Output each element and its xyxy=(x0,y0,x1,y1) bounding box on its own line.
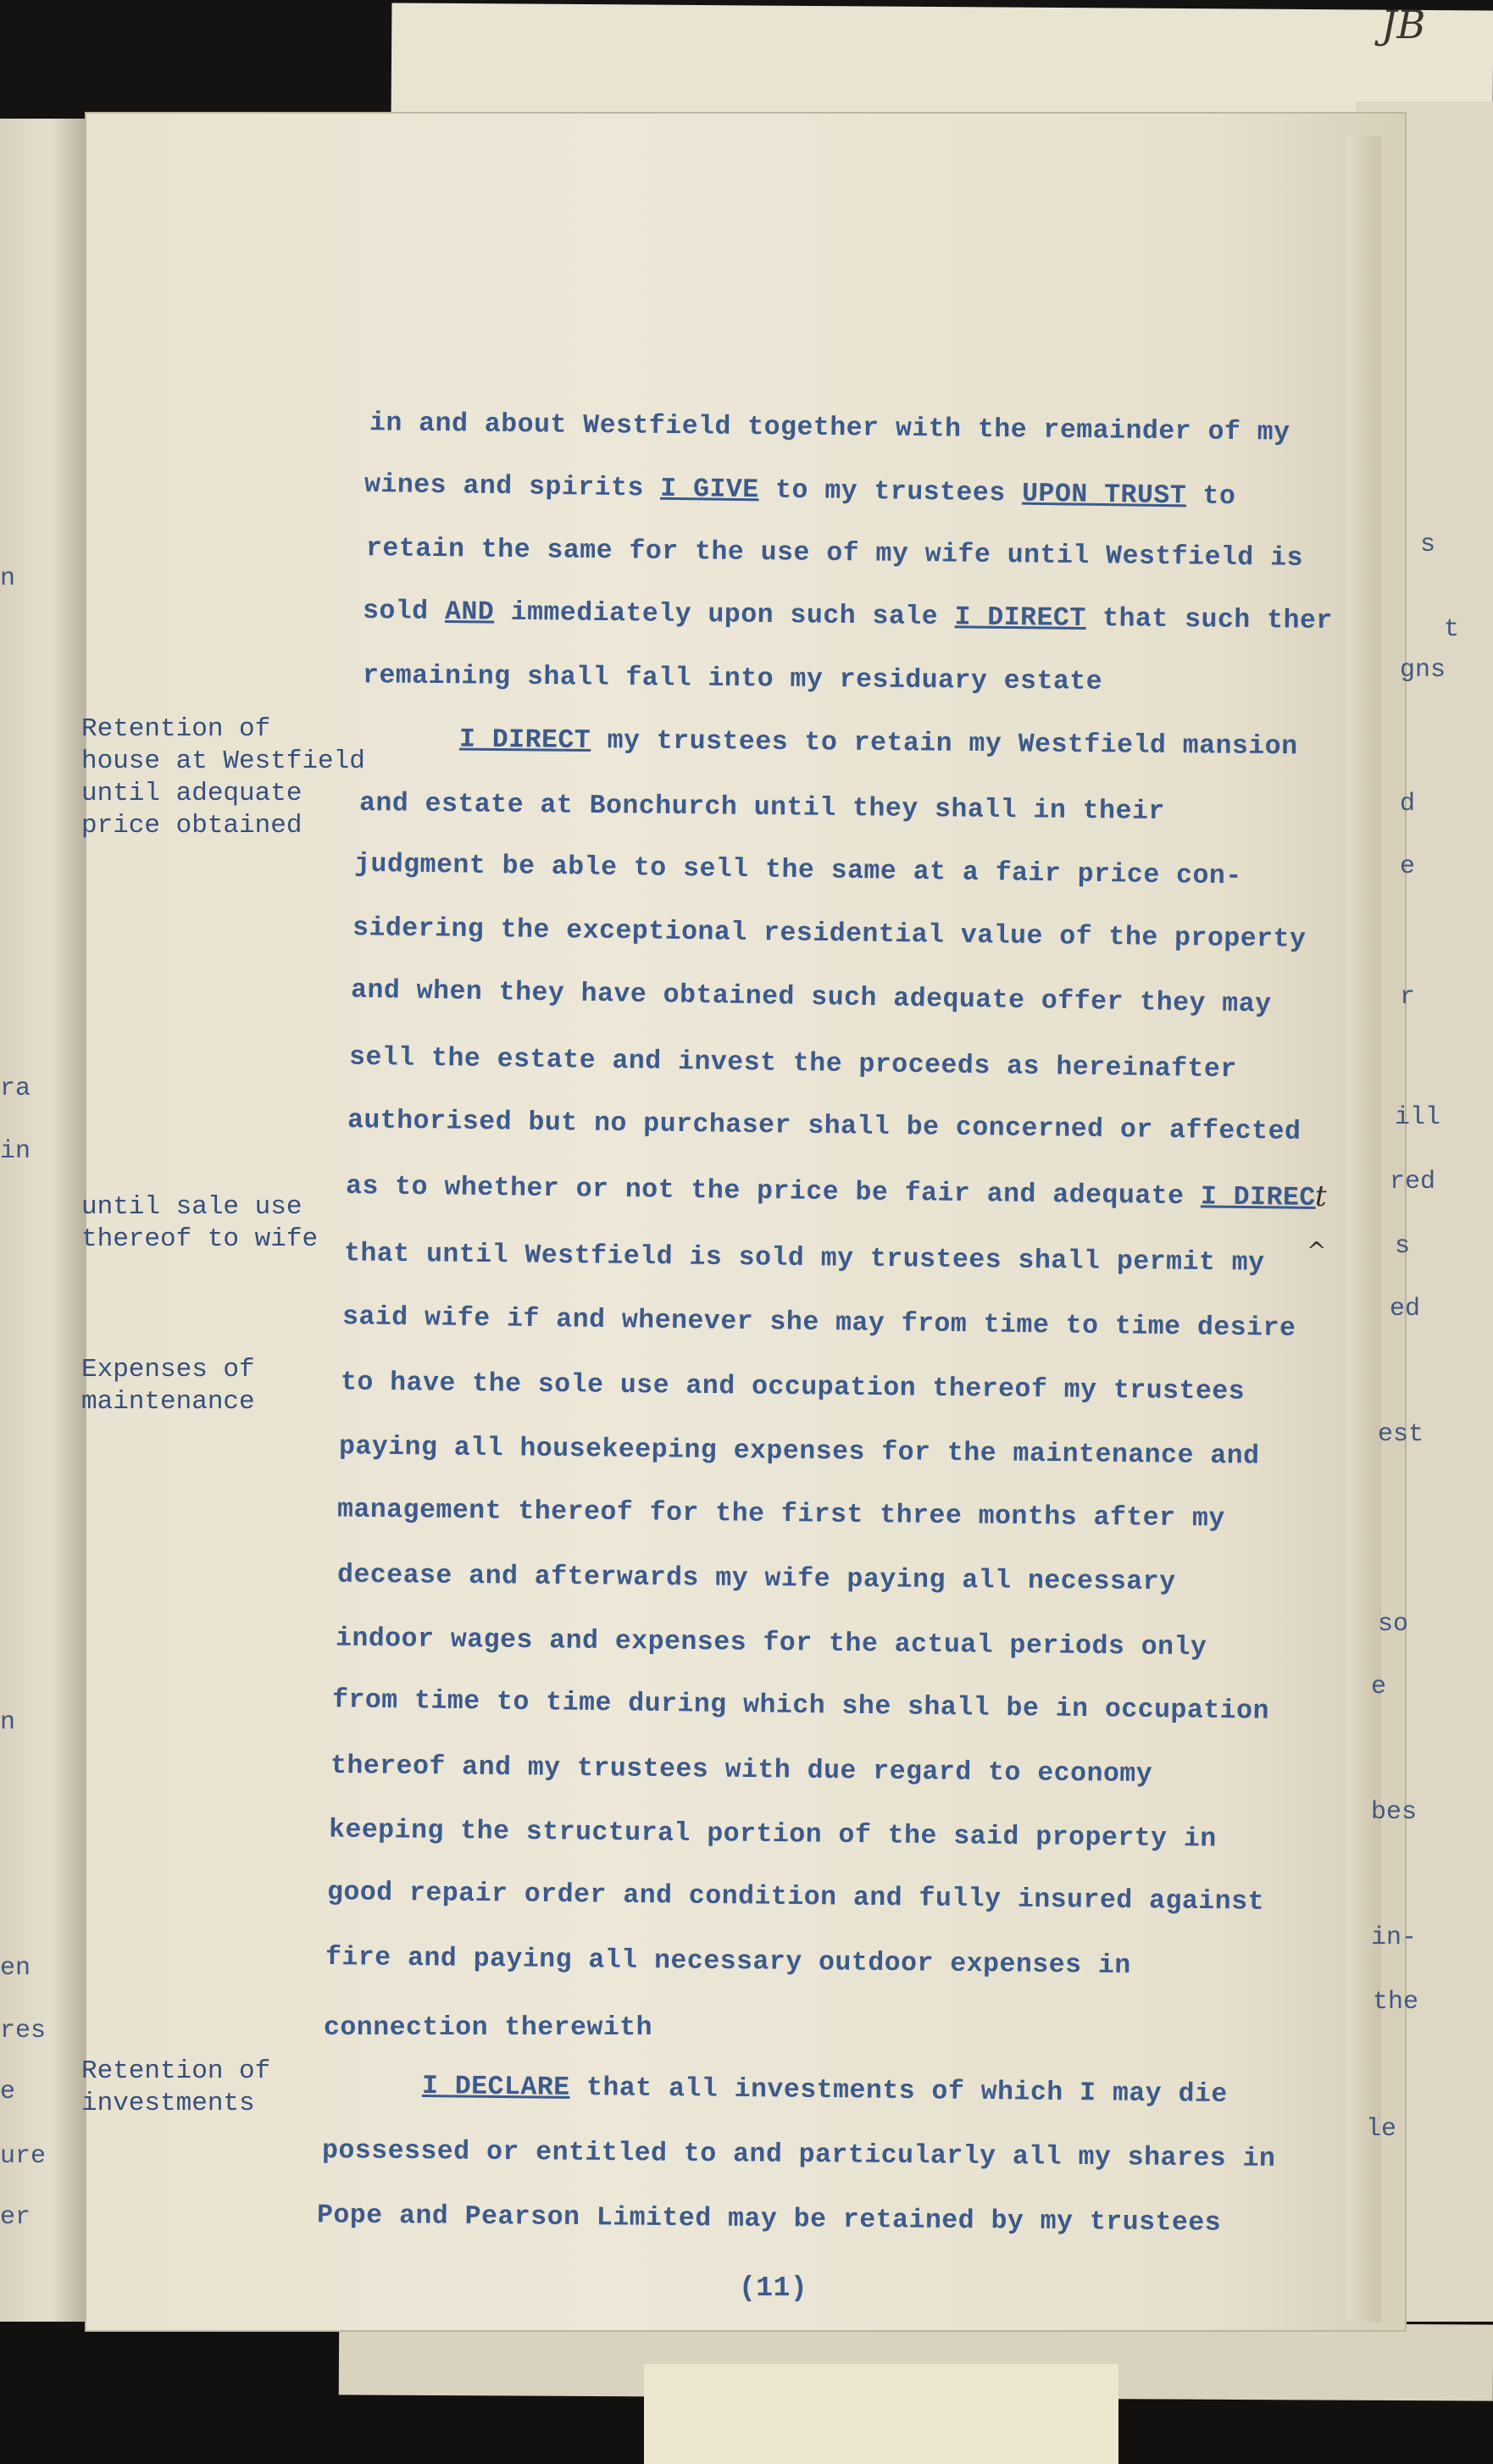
body-segment: sold xyxy=(362,597,446,628)
body-segment: my trustees to retain my Westfield mansion xyxy=(591,726,1298,763)
right-page-fragment: red xyxy=(1390,1168,1436,1196)
body-line: decease and afterwards my wife paying all necessary xyxy=(336,1560,1176,1598)
right-page-fragment: est xyxy=(1378,1420,1424,1449)
body-segment: wines and spirits xyxy=(364,469,661,504)
right-page-fragment: le xyxy=(1366,2115,1397,2144)
left-page-fragment: e xyxy=(0,2078,16,2106)
body-line: indoor wages and expenses for the actual periods only xyxy=(335,1623,1207,1663)
margin-note: Retention of house at Westfield until adequate price obtained xyxy=(81,714,365,841)
right-page-fragment: so xyxy=(1378,1610,1409,1639)
margin-note: until sale use thereof to wife xyxy=(81,1192,319,1254)
body-line: and estate at Bonchurch until they shall in their xyxy=(358,789,1165,827)
left-page-fragment: n xyxy=(0,564,16,593)
body-line: sell the estate and invest the proceeds as hereinafter xyxy=(348,1042,1237,1085)
handwritten-correction: t xyxy=(1315,1179,1327,1213)
body-segment: to my trustees xyxy=(758,475,1023,509)
body-line: remaining shall fall into my residuary estate xyxy=(362,661,1103,697)
right-page-fragment: gns xyxy=(1400,656,1446,685)
body-line: possessed or entitled to and particularly all my shares in xyxy=(321,2136,1276,2174)
body-segment: I GIVE xyxy=(660,474,759,506)
body-segment: that all investments of which I may die xyxy=(569,2073,1228,2110)
right-page-fragment: r xyxy=(1400,983,1416,1012)
left-page-fragment: n xyxy=(0,1708,16,1737)
right-page-fragment: bes xyxy=(1371,1798,1418,1827)
body-line: said wife if and whenever she may from time to time desire xyxy=(341,1302,1296,1344)
body-line: keeping the structural portion of the said property in xyxy=(328,1815,1217,1855)
right-page-fragment: s xyxy=(1420,530,1436,559)
body-segment: I DIREC xyxy=(1200,1182,1316,1213)
left-page-fragment: res xyxy=(0,2017,47,2045)
body-segment: I DIRECT xyxy=(954,602,1086,634)
body-line: to have the sole use and occupation thereof my trustees xyxy=(340,1368,1246,1407)
body-line: Pope and Pearson Limited may be retained by my trustees xyxy=(316,2200,1222,2239)
margin-note: Retention of investments xyxy=(81,2056,271,2118)
right-page-fragment: d xyxy=(1400,790,1416,819)
margin-note: Expenses of maintenance xyxy=(81,1355,255,1417)
right-page-fragment: the xyxy=(1373,1988,1419,2017)
handwritten-caret: ^ xyxy=(1307,1237,1327,1265)
body-segment: UPON TRUST xyxy=(1021,479,1187,512)
right-page-fragment: e xyxy=(1400,852,1416,881)
body-line: paying all housekeeping expenses for the maintenance and xyxy=(338,1432,1260,1472)
body-line: sidering the exceptional residential value of the property xyxy=(352,913,1307,955)
body-line: in and about Westfield together with the remainder of my xyxy=(369,408,1290,448)
body-line: from time to time during which she shall be in occupation xyxy=(331,1685,1270,1727)
left-page-fragment: ure xyxy=(0,2142,47,2171)
right-page-fragment: in- xyxy=(1371,1923,1418,1952)
body-line: retain the same for the use of my wife until Westfield is xyxy=(365,534,1304,574)
right-page-fragment: ill xyxy=(1395,1103,1441,1132)
page-number: (11) xyxy=(739,2273,808,2304)
body-line: management thereof for the first three months after my xyxy=(336,1495,1225,1534)
right-page-fragment: t xyxy=(1444,615,1460,644)
underlying-sheet xyxy=(391,3,1493,120)
body-line: that until Westfield is sold my trustees shall permit my xyxy=(343,1239,1265,1279)
right-page-fragment: ed xyxy=(1390,1295,1421,1324)
body-line: authorised but no purchaser shall be concerned or affected xyxy=(347,1106,1302,1147)
body-segment: AND xyxy=(444,597,495,628)
body-segment: immediately upon such sale xyxy=(494,597,955,633)
body-segment: as to whether or not the price be fair and adequate xyxy=(345,1172,1202,1213)
body-line: and when they have obtained such adequate offer they may xyxy=(350,975,1272,1020)
body-segment: that such ther xyxy=(1085,603,1333,636)
left-page-fragment: in xyxy=(0,1137,31,1166)
reference-mark: JB xyxy=(1381,2,1426,47)
emphasis-term: I DECLARE xyxy=(421,2072,570,2103)
left-page-fragment: ra xyxy=(0,1074,31,1103)
paper-slip xyxy=(644,2364,1118,2464)
body-line: fire and paying all necessary outdoor expenses in xyxy=(325,1943,1131,1981)
emphasis-term: I DIRECT xyxy=(458,724,591,757)
body-line: connection therewith xyxy=(324,2013,653,2043)
left-page-fragment: en xyxy=(0,1954,31,1983)
body-line: thereof and my trustees with due regard to economy xyxy=(330,1751,1153,1790)
body-segment: to xyxy=(1185,481,1236,513)
left-page-fragment: er xyxy=(0,2203,31,2232)
body-line: good repair order and condition and fully insured against xyxy=(326,1878,1265,1917)
body-line: judgment be able to sell the same at a fair price con- xyxy=(353,849,1242,892)
left-facing-page xyxy=(0,119,85,2339)
right-page-fragment: s xyxy=(1395,1232,1411,1261)
right-page-fragment: e xyxy=(1371,1673,1387,1701)
